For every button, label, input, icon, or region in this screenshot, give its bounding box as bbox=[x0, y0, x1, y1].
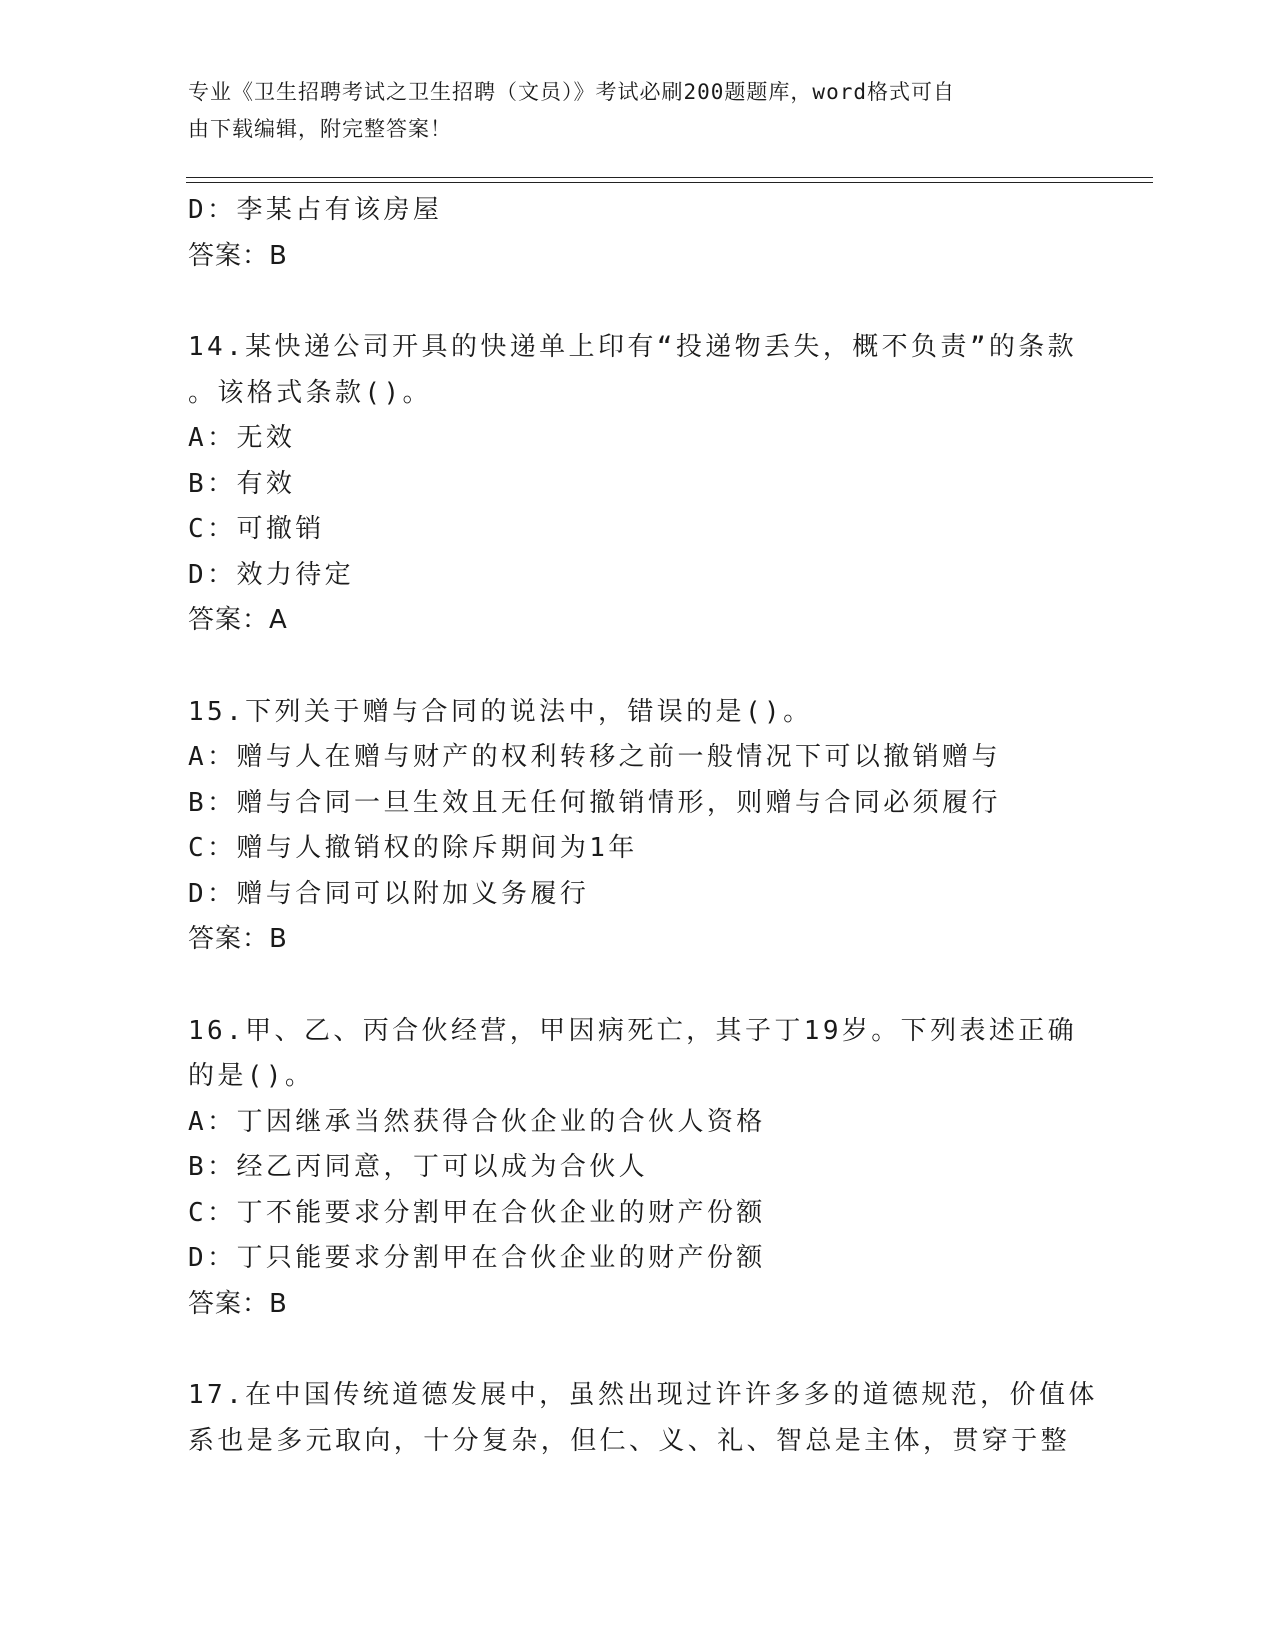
question-stem-line-1: 15.下列关于赠与合同的说法中，错误的是()。 bbox=[188, 696, 813, 727]
header-line-2: 由下载编辑，附完整答案！ bbox=[188, 117, 452, 141]
option-b: B：有效 bbox=[188, 468, 296, 499]
option-d: D：丁只能要求分割甲在合伙企业的财产份额 bbox=[188, 1243, 766, 1273]
question-16 bbox=[188, 1009, 1088, 1328]
option-a: A：无效 bbox=[188, 423, 296, 453]
question-stem-line-2: 系也是多元取向，十分复杂，但仁、义、礼、智总是主体，贯穿于整 bbox=[188, 1425, 1071, 1456]
option-b: B：赠与合同一旦生效且无任何撤销情形，则赠与合同必须履行 bbox=[188, 787, 1001, 818]
question-stem-line-1: 14.某快递公司开具的快递单上印有“投递物丢失，概不负责”的条款 bbox=[188, 332, 1078, 362]
option-c: C：赠与人撤销权的除斥期间为1年 bbox=[188, 833, 638, 863]
option-a: A：赠与人在赠与财产的权利转移之前一般情况下可以撤销赠与 bbox=[188, 742, 1001, 772]
answer: 答案：B bbox=[188, 240, 288, 271]
option-c: C：丁不能要求分割甲在合伙企业的财产份额 bbox=[188, 1197, 766, 1228]
question-content bbox=[188, 188, 1098, 1464]
question-15 bbox=[188, 690, 1088, 963]
answer: 答案：B bbox=[188, 924, 288, 954]
answer: 答案：A bbox=[188, 605, 288, 635]
previous-question-tail bbox=[188, 188, 1088, 279]
header-rule-bottom bbox=[186, 182, 1153, 183]
header-rule-top bbox=[186, 177, 1153, 178]
question-stem-line-1: 17.在中国传统道德发展中，虽然出现过许许多多的道德规范，价值体 bbox=[188, 1380, 1098, 1410]
question-stem-line-2: 的是()。 bbox=[188, 1061, 315, 1091]
page-header bbox=[188, 74, 1068, 148]
option-d: D：赠与合同可以附加义务履行 bbox=[188, 878, 590, 909]
question-14 bbox=[188, 325, 1088, 644]
option-d: D：李某占有该房屋 bbox=[188, 195, 443, 225]
question-17 bbox=[188, 1373, 1098, 1464]
option-b: B：经乙丙同意，丁可以成为合伙人 bbox=[188, 1152, 649, 1182]
option-d: D：效力待定 bbox=[188, 559, 355, 590]
option-a: A：丁因继承当然获得合伙企业的合伙人资格 bbox=[188, 1106, 766, 1137]
option-c: C：可撤销 bbox=[188, 514, 325, 544]
answer: 答案：B bbox=[188, 1288, 288, 1319]
question-stem-line-1: 16.甲、乙、丙合伙经营，甲因病死亡，其子丁19岁。下列表述正确 bbox=[188, 1015, 1078, 1046]
header-line-1: 专业《卫生招聘考试之卫生招聘（文员）》考试必刷200题题库，word格式可自 bbox=[188, 80, 955, 104]
question-stem-line-2: 。该格式条款()。 bbox=[188, 377, 432, 408]
